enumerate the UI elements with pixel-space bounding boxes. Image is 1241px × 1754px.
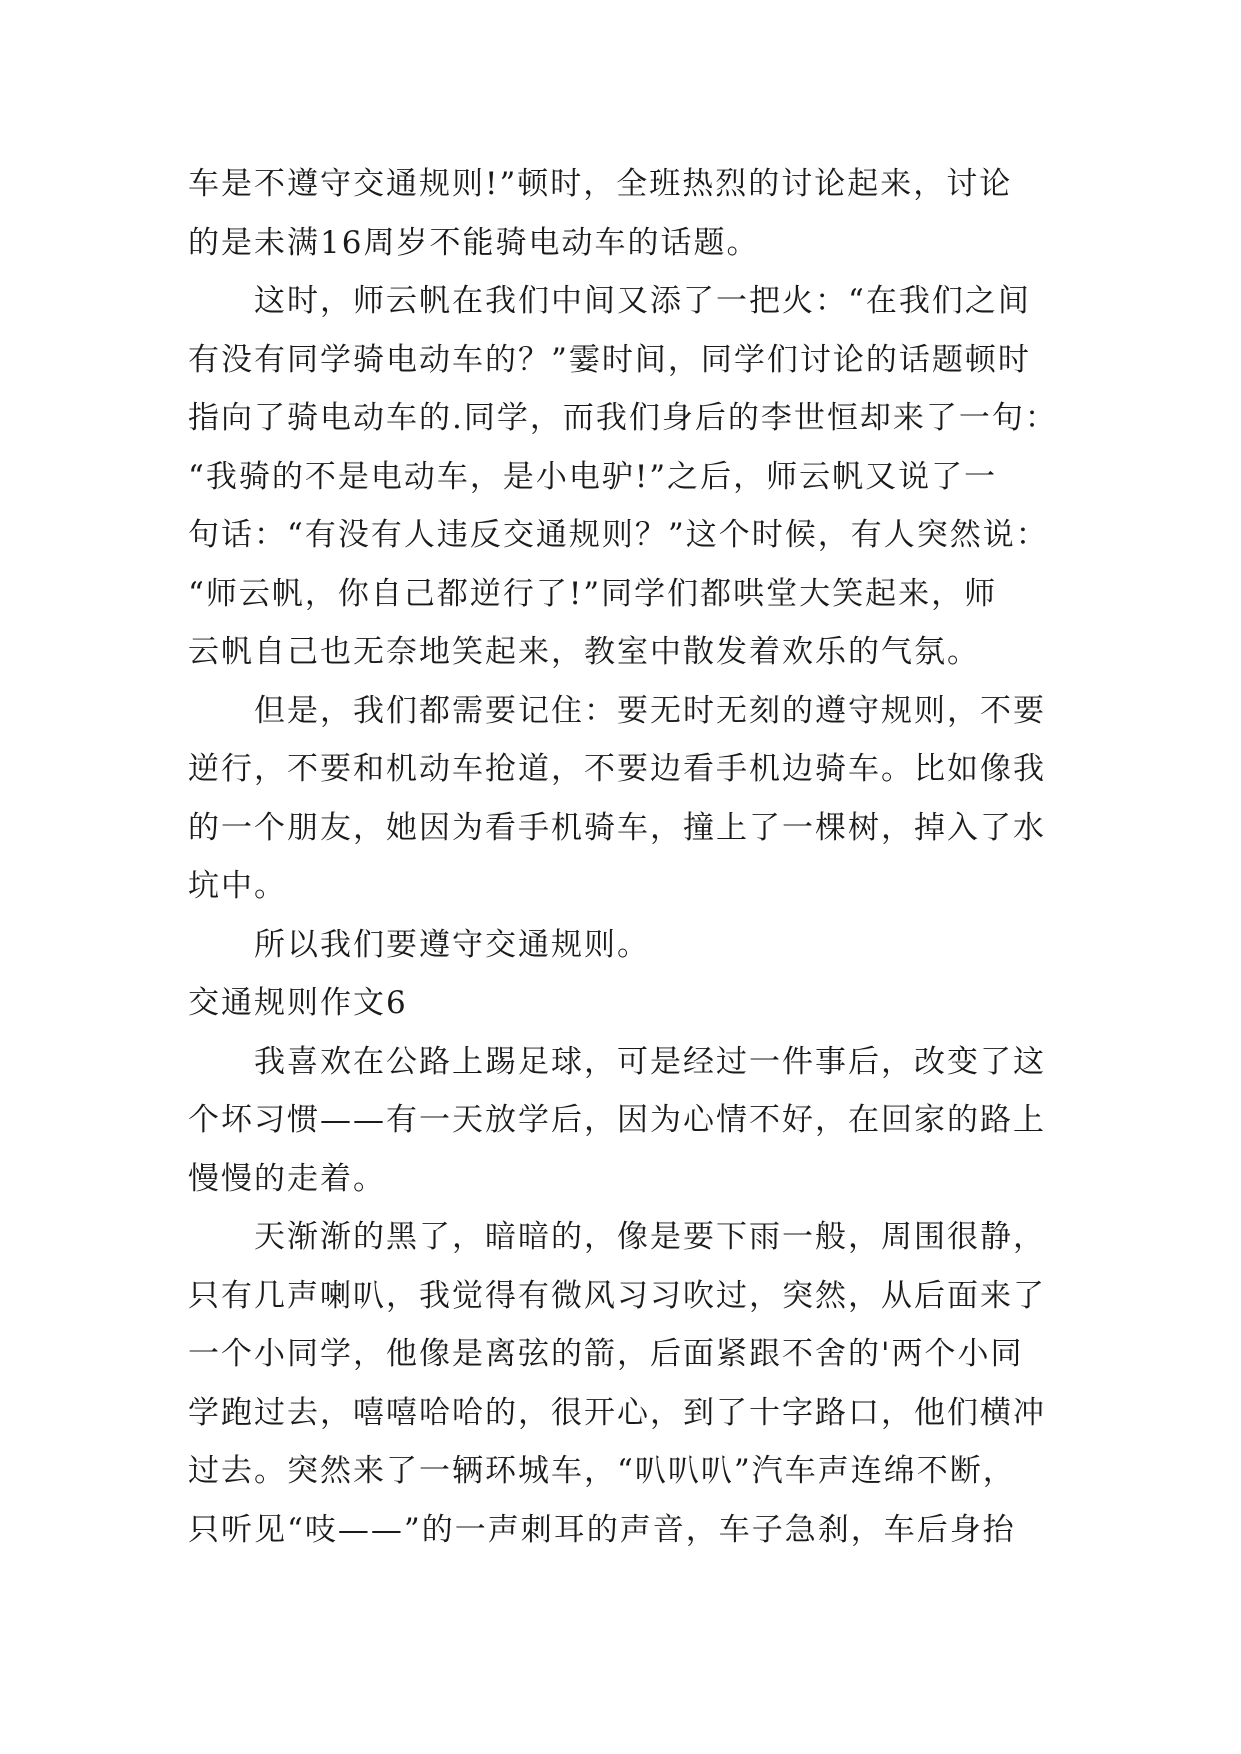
text-line: 但是，我们都需要记住：要无时无刻的遵守规则，不要: [254, 692, 1046, 729]
text-line: 我喜欢在公路上踢足球，可是经过一件事后，改变了这: [254, 1043, 1046, 1080]
text-line: 车是不遵守交通规则!”顿时，全班热烈的讨论起来，讨论: [188, 166, 1013, 202]
text-line: 指向了骑电动车的.同学，而我们身后的李世恒却来了一句：: [188, 400, 1058, 436]
text-line: 过去。突然来了一辆环城车，“叭叭叭”汽车声连绵不断，: [188, 1453, 1016, 1489]
text-line: 云帆自己也无奈地笑起来，教室中散发着欢乐的气氛。: [188, 634, 980, 670]
text-line: 的一个朋友，她因为看手机骑车，撞上了一棵树，掉入了水: [188, 809, 1046, 846]
text-line: 只听见“吱——”的一声刺耳的声音，车子急刹，车后身抬: [188, 1511, 1016, 1548]
text-line: 学跑过去，嘻嘻哈哈的，很开心，到了十字路口，他们横冲: [188, 1394, 1046, 1431]
text-line: 交通规则作文6: [188, 985, 408, 1021]
text-line: 逆行，不要和机动车抢道，不要边看手机边骑车。比如像我: [188, 751, 1046, 787]
text-line: 这时，师云帆在我们中间又添了一把火：“在我们之间: [254, 283, 1031, 319]
text-line: 慢慢的走着。: [188, 1160, 386, 1197]
text-line: 只有几声喇叭，我觉得有微风习习吹过，突然，从后面来了: [188, 1277, 1046, 1314]
text-line: 有没有同学骑电动车的？”霎时间，同学们讨论的话题顿时: [188, 341, 1031, 378]
text-line: 一个小同学，他像是离弦的箭，后面紧跟不舍的'两个小同: [188, 1336, 1024, 1372]
text-line: 句话：“有没有人违反交通规则？”这个时候，有人突然说：: [188, 517, 1049, 553]
text-line: “我骑的不是电动车，是小电驴!”之后，师云帆又说了一: [188, 458, 998, 495]
text-line: 坑中。: [188, 868, 287, 904]
text-line: 所以我们要遵守交通规则。: [254, 926, 650, 963]
text-line: 的是未满16周岁不能骑电动车的话题。: [188, 224, 760, 261]
text-line: 个坏习惯——有一天放学后，因为心情不好，在回家的路上: [188, 1102, 1046, 1138]
document-body: [188, 155, 1088, 1559]
text-line: “师云帆，你自己都逆行了!”同学们都哄堂大笑起来，师: [188, 575, 998, 612]
text-line: 天渐渐的黑了，暗暗的，像是要下雨一般，周围很静，: [254, 1219, 1046, 1255]
